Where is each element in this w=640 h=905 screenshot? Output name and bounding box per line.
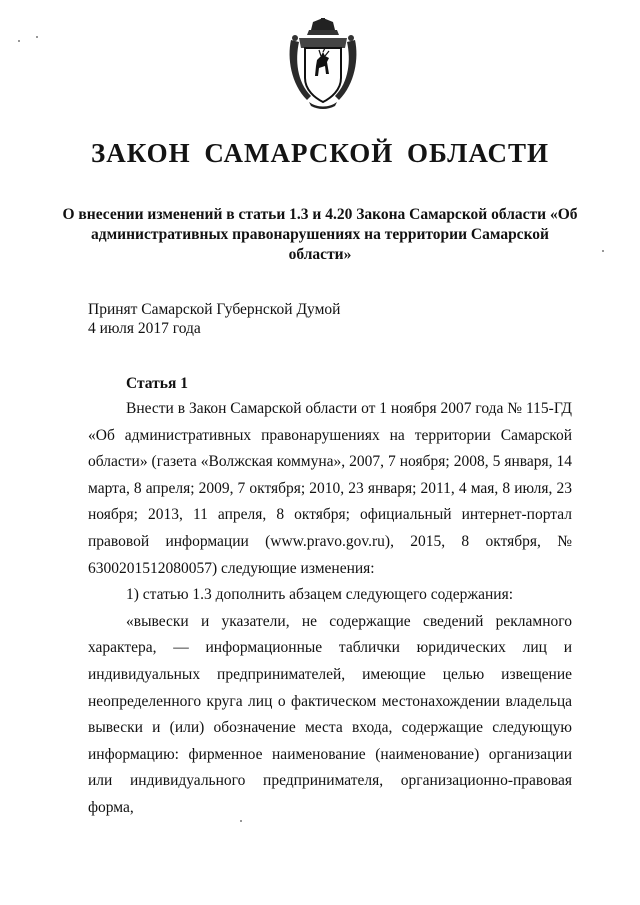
article-body <box>88 396 572 822</box>
law-title: ЗАКОН САМАРСКОЙ ОБЛАСТИ <box>91 138 549 168</box>
samara-coat-of-arms-icon <box>285 18 361 110</box>
article-paragraph: «вывески и указатели, не содержащие сведений рекламного характера, — информационные таблички юридических лиц и индивидуальных предпринимателей, имеющие целью извещение неопределенного круга лиц о фактическом местонахождении владельца вывески и (или) обозначение места входа, содержащие следующую информацию: фирменное наименование (наименование) организации или индивидуального предпринимателя, организационно-правовая форма, <box>88 612 572 816</box>
article-paragraph: 1) статью 1.3 дополнить абзацем следующего содержания: <box>126 586 514 604</box>
adoption-date: 4 июля 2017 года <box>88 320 201 337</box>
article-heading: Статья 1 <box>126 375 188 392</box>
law-subtitle: О внесении изменений в статьи 1.3 и 4.20 Закона Самарской области «Об административных правонарушениях на территории Самарской области» <box>62 206 578 263</box>
scan-speck <box>36 36 38 38</box>
scan-speck <box>18 40 20 42</box>
scan-speck <box>240 820 242 822</box>
adoption-authority: Принят Самарской Губернской Думой <box>88 301 341 318</box>
article-paragraph: Внести в Закон Самарской области от 1 ноября 2007 года № 115-ГД «Об административных правонарушениях на территории Самарской области» (газета «Волжская коммуна», 2007, 7 ноября; 2008, 5 января, 14 марта, 8 апреля; 2009, 7 октября; 2010, 23 января; 2011, 4 мая, 8 июля, 23 ноября; 2013, 11 апреля, 8 октября; официальный интернет-портал правовой информации (www.pravo.gov.ru), 2015, 8 октября, № 6300201512080057) следующие изменения: <box>88 400 572 577</box>
adoption-block <box>88 300 340 338</box>
scan-speck <box>602 250 604 252</box>
